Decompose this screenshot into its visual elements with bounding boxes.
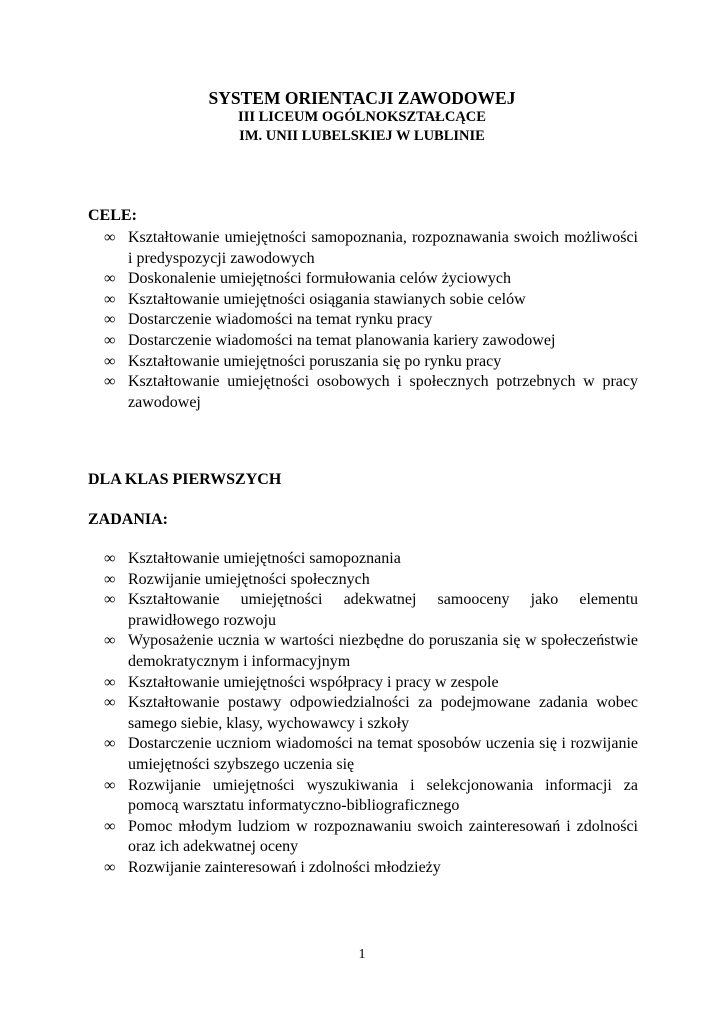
list-item-text: Rozwijanie umiejętności społecznych [128,570,370,588]
list-item [104,631,638,672]
page-number: 1 [358,947,366,962]
list-item-text: Rozwijanie zainteresowań i zdolności młodzieży [128,858,441,876]
infinity-bullet-icon: ∞ [104,735,116,753]
list-item-text: Dostarczenie wiadomości na temat planowania kariery zawodowej [128,331,556,349]
infinity-bullet-icon: ∞ [104,673,116,691]
list-item-text: Pomoc młodym ludziom w rozpoznawaniu swoich zainteresowań i zdolności oraz ich adekwatnej oceny [128,817,638,856]
infinity-bullet-icon: ∞ [104,694,116,712]
list-item-text: Kształtowanie umiejętności osiągania stawianych sobie celów [128,290,526,308]
infinity-bullet-icon: ∞ [104,858,116,876]
infinity-bullet-icon: ∞ [104,570,116,588]
document-title: SYSTEM ORIENTACJI ZAWODOWEJ [208,88,516,108]
list-item [104,549,638,570]
school-name-line-1: III LICEUM OGÓLNOKSZTAŁCĄCE [238,109,486,125]
list-item [104,570,638,591]
list-item [104,734,638,775]
list-item-text: Kształtowanie umiejętności samopoznania, rozpoznawania swoich możliwości i predyspozycji zawodowych [128,229,638,267]
goals-list [104,228,638,413]
list-item [104,372,638,413]
goals-heading: CELE: [88,207,137,224]
list-item [104,590,638,631]
infinity-bullet-icon: ∞ [104,550,116,567]
list-item [104,693,638,734]
list-item [104,817,638,858]
list-item-text: Rozwijanie umiejętności wyszukiwania i selekcjonowania informacji za pomocą warsztatu informatyczno-bibliograficznego [128,776,638,815]
list-item-text: Kształtowanie postawy odpowiedzialności za podejmowane zadania wobec samego siebie, klasy, wychowawcy i szkoły [128,694,638,732]
infinity-bullet-icon: ∞ [104,776,116,794]
tasks-heading: ZADANIA: [88,511,168,528]
list-item [104,776,638,817]
list-item [104,673,638,694]
list-item-text: Kształtowanie umiejętności współpracy i pracy w zespole [128,673,499,691]
infinity-bullet-icon: ∞ [104,591,116,609]
list-item-text: Dostarczenie wiadomości na temat rynku pracy [128,311,433,329]
list-item [104,331,638,352]
list-item-text: Kształtowanie umiejętności osobowych i społecznych potrzebnych w pracy zawodowej [128,373,638,411]
first-classes-heading: DLA KLAS PIERWSZYCH [88,471,282,488]
list-item [104,269,638,290]
infinity-bullet-icon: ∞ [104,632,116,650]
document-header [0,88,724,146]
infinity-bullet-icon: ∞ [104,331,116,349]
infinity-bullet-icon: ∞ [104,270,116,288]
tasks-list [104,549,638,879]
infinity-bullet-icon: ∞ [104,290,116,308]
list-item [104,310,638,331]
list-item-text: Kształtowanie umiejętności samopoznania [128,550,401,567]
list-item-text: Wyposażenie ucznia w wartości niezbędne do poruszania się w społeczeństwie demokratycznym i informacyjnym [128,632,638,670]
list-item [104,228,638,269]
list-item [104,858,638,879]
list-item-text: Kształtowanie umiejętności adekwatnej samooceny jako elementu prawidłowego rozwoju [128,591,638,629]
list-item [104,290,638,311]
infinity-bullet-icon: ∞ [104,373,116,391]
infinity-bullet-icon: ∞ [104,311,116,329]
infinity-bullet-icon: ∞ [104,352,116,370]
list-item-text: Dostarczenie uczniom wiadomości na temat sposobów uczenia się i rozwijanie umiejętności szybszego uczenia się [128,735,638,773]
school-name-line-2: IM. UNII LUBELSKIEJ W LUBLINIE [239,128,485,144]
infinity-bullet-icon: ∞ [104,229,116,246]
list-item [104,352,638,373]
list-item-text: Doskonalenie umiejętności formułowania celów życiowych [128,270,511,288]
infinity-bullet-icon: ∞ [104,817,116,835]
list-item-text: Kształtowanie umiejętności poruszania się po rynku pracy [128,352,502,370]
